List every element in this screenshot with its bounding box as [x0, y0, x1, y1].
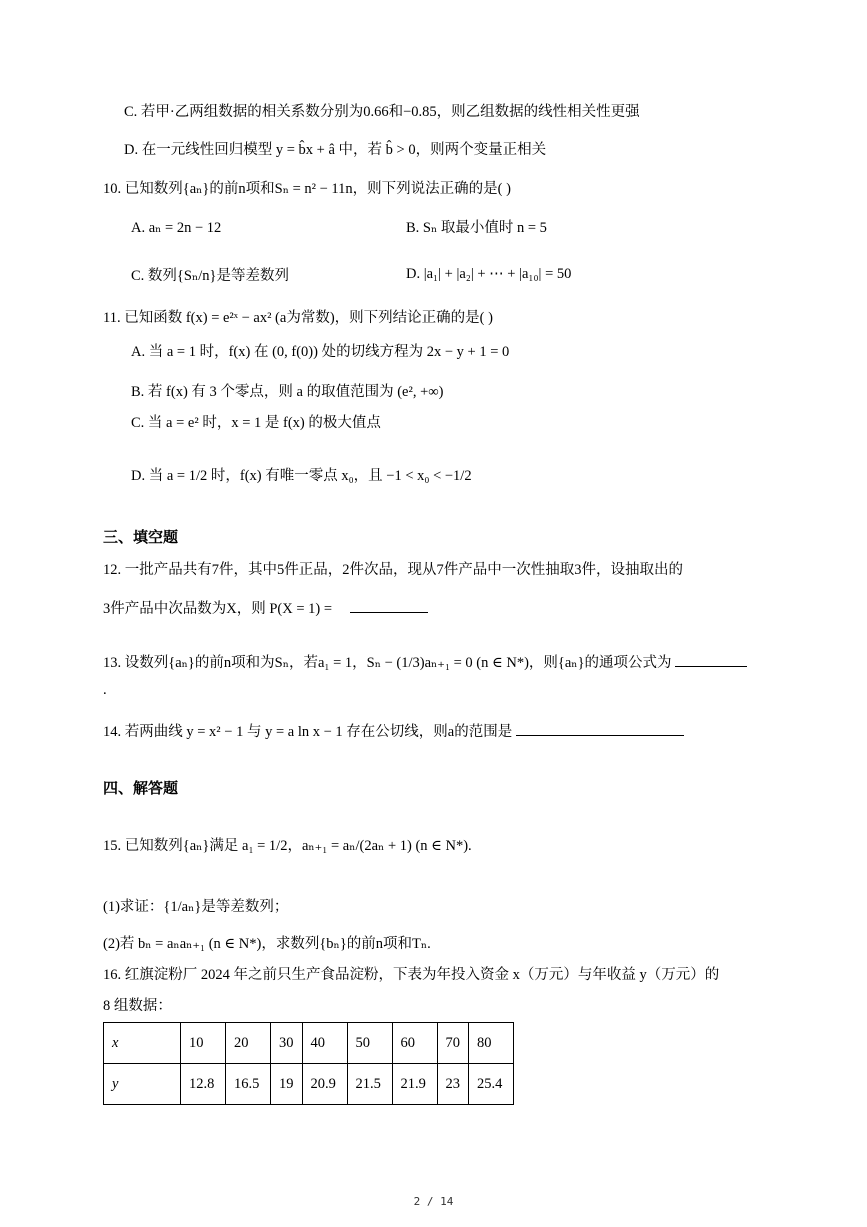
- q10-option-d: D. |a₁| + |a₂| + ⋯ + |a₁₀| = 50: [406, 266, 572, 282]
- q11-option-a: A. 当 a = 1 时，f(x) 在 (0, f(0)) 处的切线方程为 2x − y + 1 = 0: [131, 344, 510, 360]
- table-cell: 25.4: [469, 1064, 514, 1105]
- q14-text: 14. 若两曲线 y = x² − 1 与 y = a ln x − 1 存在公切线，则a的范围是: [103, 724, 513, 740]
- q12-text: 3件产品中次品数为X，则 P(X = 1) =: [103, 601, 333, 617]
- table-cell: 40: [302, 1023, 347, 1064]
- q9-option-c: C. 若甲·乙两组数据的相关系数分别为0.66和−0.85，则乙组数据的线性相关性更强: [124, 104, 640, 120]
- page-number: 2 / 14: [413, 1195, 454, 1208]
- table-cell: 50: [347, 1023, 392, 1064]
- q13-stem: [103, 652, 747, 672]
- row-label-x: x: [104, 1023, 181, 1064]
- q9-option-d: D. 在一元线性回归模型 y = b̂x + â 中，若 b̂ > 0，则两个变量正相关: [124, 142, 547, 158]
- q15-stem: 15. 已知数列{aₙ}满足 a₁ = 1/2，aₙ₊₁ = aₙ/(2aₙ + 1) (n ∈ N*).: [103, 838, 472, 854]
- table-cell: 20.9: [302, 1064, 347, 1105]
- table-cell: 21.9: [392, 1064, 437, 1105]
- q16-stem-line1: 16. 红旗淀粉厂 2024 年之前只生产食品淀粉，下表为年投入资金 x（万元）与年收益 y（万元）的: [103, 967, 720, 983]
- table-cell: 20: [226, 1023, 271, 1064]
- table-cell: 12.8: [181, 1064, 226, 1105]
- table-row: [104, 1064, 514, 1105]
- q12-answer-blank[interactable]: [350, 598, 428, 613]
- q12-stem-line1: 12. 一批产品共有7件，其中5件正品，2件次品，现从7件产品中一次性抽取3件，设抽取出的: [103, 562, 683, 578]
- q13-answer-blank[interactable]: [675, 652, 747, 667]
- q13-text: 13. 设数列{aₙ}的前n项和为Sₙ，若a₁ = 1，Sₙ − (1/3)aₙ₊₁ = 0 (n ∈ N*)，则{aₙ}的通项公式为: [103, 655, 672, 671]
- q11-option-d: D. 当 a = 1/2 时，f(x) 有唯一零点 x₀，且 −1 < x₀ < −1/2: [131, 468, 472, 484]
- q14-stem: [103, 721, 684, 741]
- q15-part2: (2)若 bₙ = aₙaₙ₊₁ (n ∈ N*)，求数列{bₙ}的前n项和Tₙ.: [103, 936, 431, 952]
- section-solution-title: 四、解答题: [103, 780, 179, 797]
- table-cell: 70: [437, 1023, 469, 1064]
- q12-stem-line2: [103, 598, 428, 618]
- q10-stem: 10. 已知数列{aₙ}的前n项和Sₙ = n² − 11n，则下列说法正确的是( ): [103, 181, 511, 197]
- q10-option-b: B. Sₙ 取最小值时 n = 5: [406, 220, 547, 236]
- q16-data-table: [103, 1022, 514, 1105]
- table-cell: 80: [469, 1023, 514, 1064]
- q11-stem: 11. 已知函数 f(x) = e²ˣ − ax² (a为常数)，则下列结论正确的是( ): [103, 310, 493, 326]
- table-cell: 21.5: [347, 1064, 392, 1105]
- table-cell: 19: [271, 1064, 303, 1105]
- section-fill-in-title: 三、填空题: [103, 529, 179, 546]
- table-cell: 30: [271, 1023, 303, 1064]
- q13-period: .: [103, 682, 107, 698]
- q15-part1: (1)求证：{1/aₙ}是等差数列；: [103, 899, 289, 915]
- q11-option-b: B. 若 f(x) 有 3 个零点，则 a 的取值范围为 (e², +∞): [131, 384, 444, 400]
- q14-answer-blank[interactable]: [516, 721, 684, 736]
- table-cell: 16.5: [226, 1064, 271, 1105]
- table-cell: 23: [437, 1064, 469, 1105]
- q11-option-c: C. 当 a = e² 时，x = 1 是 f(x) 的极大值点: [131, 415, 381, 431]
- table-cell: 10: [181, 1023, 226, 1064]
- q10-option-c: C. 数列{Sₙ/n}是等差数列: [131, 268, 289, 284]
- q10-option-a: A. aₙ = 2n − 12: [131, 220, 222, 236]
- q16-stem-line2: 8 组数据：: [103, 998, 172, 1014]
- row-label-y: y: [104, 1064, 181, 1105]
- table-row: [104, 1023, 514, 1064]
- table-cell: 60: [392, 1023, 437, 1064]
